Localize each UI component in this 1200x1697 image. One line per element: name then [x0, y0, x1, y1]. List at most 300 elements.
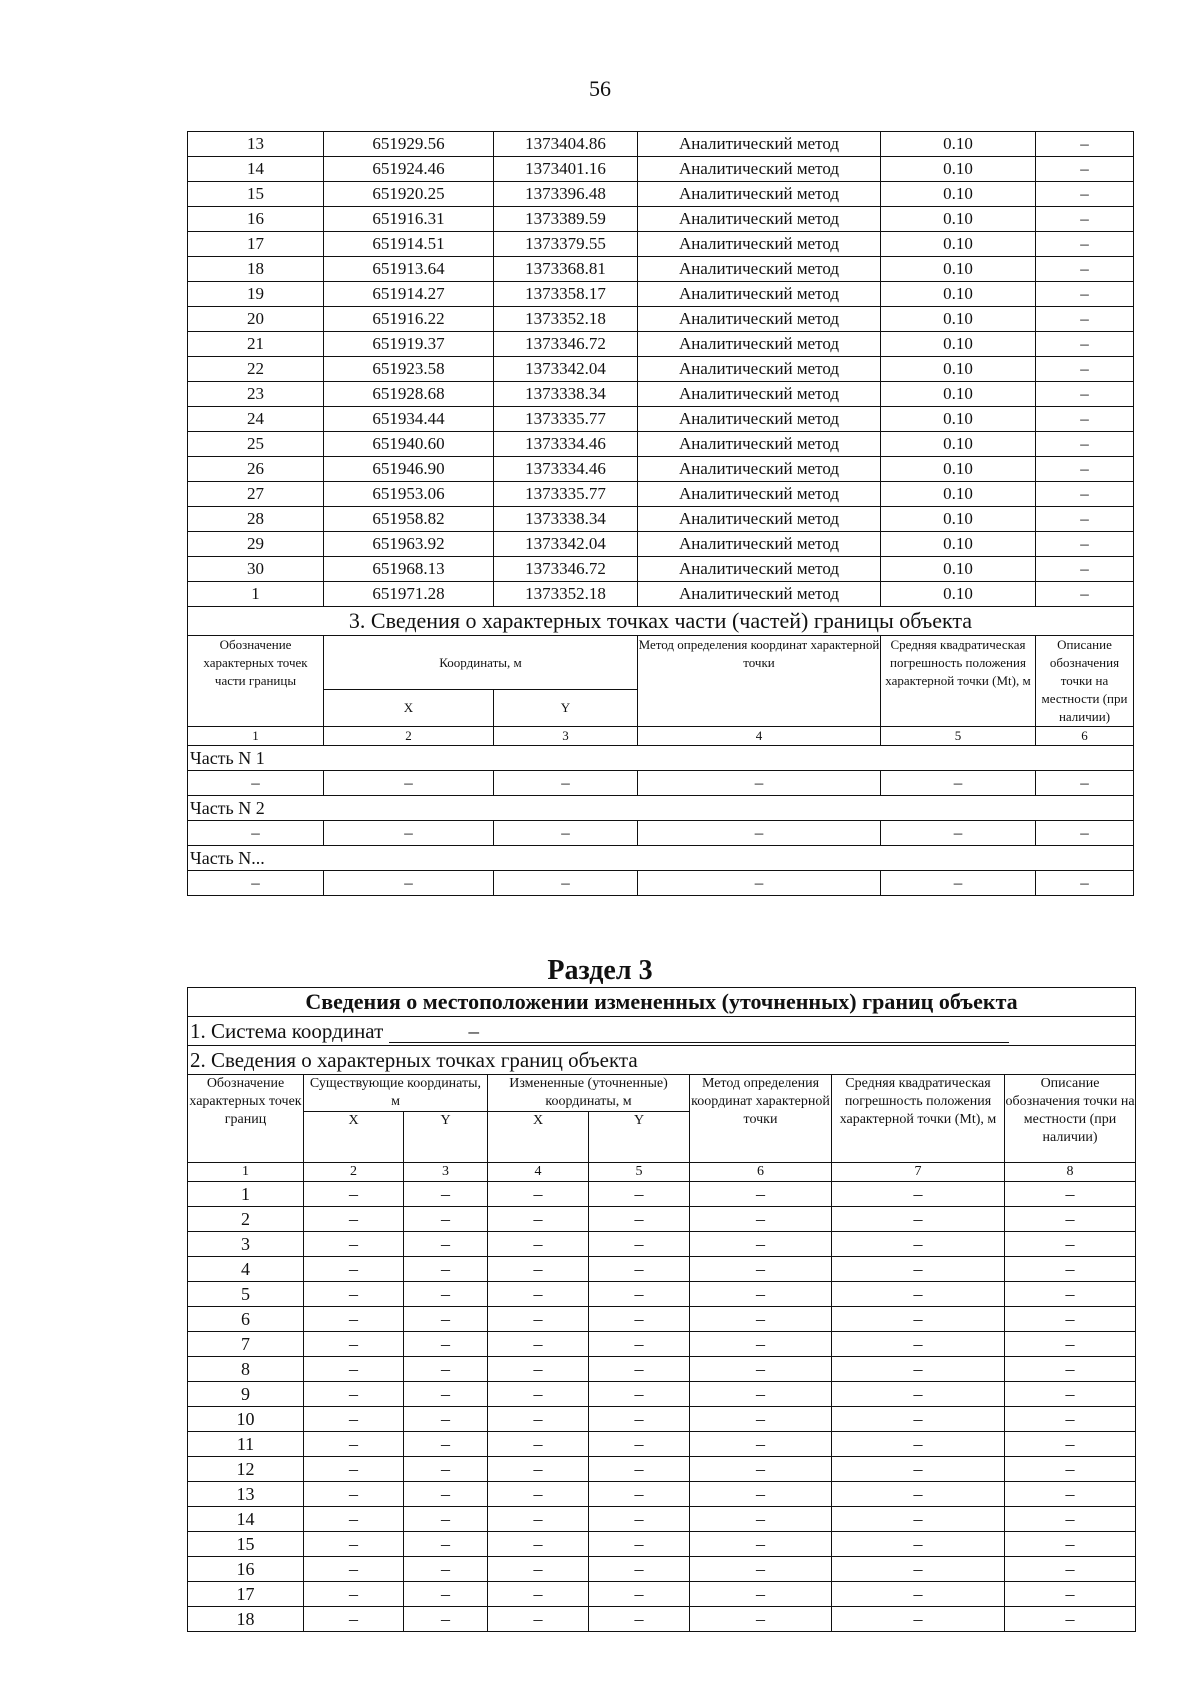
description: –: [1036, 557, 1134, 582]
part-cell: –: [324, 771, 494, 796]
point-row: [188, 507, 1134, 532]
coord-system-label: 1. Система координат: [190, 1018, 384, 1043]
point-cell: –: [832, 1207, 1005, 1232]
point-cell: –: [1005, 1282, 1136, 1307]
point-row: [188, 1357, 1136, 1382]
point-cell: –: [1005, 1482, 1136, 1507]
coord-x: 651919.37: [324, 332, 494, 357]
point-number: 12: [188, 1457, 304, 1482]
header-point: Обозначение характерных точек части границы: [188, 636, 324, 727]
column-number: 1: [188, 1163, 304, 1182]
mt-value: 0.10: [881, 482, 1036, 507]
coord-y: 1373368.81: [494, 257, 638, 282]
point-cell: –: [690, 1332, 832, 1357]
point-cell: –: [690, 1607, 832, 1632]
coord-y: 1373334.46: [494, 432, 638, 457]
point-number: 19: [188, 282, 324, 307]
point-number: 25: [188, 432, 324, 457]
point-row: [188, 1432, 1136, 1457]
point-number: 14: [188, 1507, 304, 1532]
point-row: [188, 382, 1134, 407]
part-header-row: [188, 636, 1134, 690]
coord-system-row: [188, 1017, 1136, 1046]
point-cell: –: [304, 1207, 404, 1232]
point-row: [188, 182, 1134, 207]
part-label: Часть N...: [188, 846, 1134, 871]
point-cell: –: [589, 1332, 690, 1357]
point-cell: –: [1005, 1307, 1136, 1332]
column-number: 2: [324, 727, 494, 746]
part-cell: –: [638, 871, 881, 896]
coord-y: 1373342.04: [494, 532, 638, 557]
point-number: 1: [188, 582, 324, 607]
method: Аналитический метод: [638, 432, 881, 457]
point-cell: –: [832, 1507, 1005, 1532]
point-cell: –: [832, 1307, 1005, 1332]
point-cell: –: [1005, 1232, 1136, 1257]
point-cell: –: [404, 1207, 488, 1232]
point-cell: –: [589, 1307, 690, 1332]
header-x: X: [324, 690, 494, 727]
header-x: X: [304, 1112, 404, 1163]
coord-y: 1373352.18: [494, 582, 638, 607]
header-x: X: [488, 1112, 589, 1163]
point-cell: –: [404, 1607, 488, 1632]
header-y: Y: [494, 690, 638, 727]
point-cell: –: [690, 1532, 832, 1557]
point-row: [188, 1207, 1136, 1232]
description: –: [1036, 232, 1134, 257]
point-cell: –: [488, 1432, 589, 1457]
description: –: [1036, 482, 1134, 507]
coord-x: 651924.46: [324, 157, 494, 182]
point-cell: –: [1005, 1332, 1136, 1357]
point-cell: –: [488, 1382, 589, 1407]
column-number: 6: [1036, 727, 1134, 746]
point-cell: –: [488, 1182, 589, 1207]
point-row: [188, 1582, 1136, 1607]
column-number: 4: [488, 1163, 589, 1182]
point-cell: –: [404, 1457, 488, 1482]
point-cell: –: [488, 1582, 589, 1607]
description: –: [1036, 532, 1134, 557]
point-number: 17: [188, 1582, 304, 1607]
point-cell: –: [404, 1482, 488, 1507]
point-row: [188, 157, 1134, 182]
method: Аналитический метод: [638, 307, 881, 332]
method: Аналитический метод: [638, 557, 881, 582]
method: Аналитический метод: [638, 582, 881, 607]
part-label-row: [188, 846, 1134, 871]
points-title-row: [188, 1046, 1136, 1075]
mt-value: 0.10: [881, 582, 1036, 607]
point-cell: –: [589, 1482, 690, 1507]
point-cell: –: [832, 1582, 1005, 1607]
point-cell: –: [304, 1232, 404, 1257]
description: –: [1036, 207, 1134, 232]
method: Аналитический метод: [638, 207, 881, 232]
part-cell: –: [1036, 871, 1134, 896]
coord-x: 651920.25: [324, 182, 494, 207]
coord-y: 1373338.34: [494, 507, 638, 532]
coord-x: 651913.64: [324, 257, 494, 282]
mt-value: 0.10: [881, 257, 1036, 282]
part-cell: –: [188, 821, 324, 846]
point-number: 9: [188, 1382, 304, 1407]
point-number: 23: [188, 382, 324, 407]
point-cell: –: [690, 1207, 832, 1232]
description: –: [1036, 157, 1134, 182]
description: –: [1036, 257, 1134, 282]
point-cell: –: [589, 1532, 690, 1557]
point-number: 6: [188, 1307, 304, 1332]
mt-value: 0.10: [881, 507, 1036, 532]
point-cell: –: [589, 1182, 690, 1207]
point-cell: –: [832, 1257, 1005, 1282]
point-cell: –: [304, 1607, 404, 1632]
point-cell: –: [832, 1382, 1005, 1407]
mt-value: 0.10: [881, 357, 1036, 382]
point-cell: –: [832, 1232, 1005, 1257]
point-cell: –: [404, 1182, 488, 1207]
column-number: 2: [304, 1163, 404, 1182]
mt-value: 0.10: [881, 157, 1036, 182]
mt-value: 0.10: [881, 557, 1036, 582]
header-description: Описание обозначения точки на местности (при наличии): [1036, 636, 1134, 727]
mt-value: 0.10: [881, 232, 1036, 257]
header-changed: Измененные (уточненные) координаты, м: [488, 1075, 690, 1112]
point-number: 21: [188, 332, 324, 357]
point-cell: –: [832, 1407, 1005, 1432]
point-cell: –: [404, 1257, 488, 1282]
coord-x: 651958.82: [324, 507, 494, 532]
point-cell: –: [304, 1482, 404, 1507]
part-section-title-row: [188, 607, 1134, 636]
point-cell: –: [589, 1607, 690, 1632]
point-row: [188, 1382, 1136, 1407]
point-cell: –: [488, 1357, 589, 1382]
description: –: [1036, 457, 1134, 482]
point-row: [188, 1407, 1136, 1432]
point-number: 4: [188, 1257, 304, 1282]
point-cell: –: [488, 1557, 589, 1582]
point-cell: –: [832, 1432, 1005, 1457]
mt-value: 0.10: [881, 432, 1036, 457]
description: –: [1036, 582, 1134, 607]
coord-y: 1373401.16: [494, 157, 638, 182]
point-cell: –: [404, 1382, 488, 1407]
column-number: 7: [832, 1163, 1005, 1182]
description: –: [1036, 182, 1134, 207]
point-cell: –: [589, 1207, 690, 1232]
point-number: 29: [188, 532, 324, 557]
part-label: Часть N 2: [188, 796, 1134, 821]
point-number: 14: [188, 157, 324, 182]
point-number: 11: [188, 1432, 304, 1457]
point-cell: –: [404, 1407, 488, 1432]
point-cell: –: [589, 1232, 690, 1257]
point-row: [188, 532, 1134, 557]
point-number: 2: [188, 1207, 304, 1232]
point-cell: –: [488, 1532, 589, 1557]
point-cell: –: [1005, 1557, 1136, 1582]
coord-y: 1373379.55: [494, 232, 638, 257]
column-number: 5: [881, 727, 1036, 746]
point-cell: –: [404, 1282, 488, 1307]
mt-value: 0.10: [881, 382, 1036, 407]
point-cell: –: [1005, 1607, 1136, 1632]
point-number: 30: [188, 557, 324, 582]
point-cell: –: [488, 1457, 589, 1482]
point-row: [188, 432, 1134, 457]
coord-system-value: –: [389, 1020, 1009, 1043]
mt-value: 0.10: [881, 457, 1036, 482]
point-number: 16: [188, 207, 324, 232]
description: –: [1036, 432, 1134, 457]
method: Аналитический метод: [638, 507, 881, 532]
coord-y: 1373338.34: [494, 382, 638, 407]
header-mt: Средняя квадратическая погрешность положения характерной точки (Mt), м: [881, 636, 1036, 727]
point-cell: –: [690, 1557, 832, 1582]
description: –: [1036, 282, 1134, 307]
point-number: 7: [188, 1332, 304, 1357]
point-cell: –: [1005, 1457, 1136, 1482]
point-cell: –: [304, 1457, 404, 1482]
method: Аналитический метод: [638, 407, 881, 432]
point-row: [188, 282, 1134, 307]
coord-y: 1373334.46: [494, 457, 638, 482]
point-cell: –: [488, 1307, 589, 1332]
description: –: [1036, 307, 1134, 332]
point-number: 8: [188, 1357, 304, 1382]
point-cell: –: [304, 1507, 404, 1532]
coord-x: 651968.13: [324, 557, 494, 582]
point-cell: –: [589, 1457, 690, 1482]
point-cell: –: [304, 1332, 404, 1357]
boundary-points-table: [187, 131, 1134, 896]
coord-x: 651934.44: [324, 407, 494, 432]
point-cell: –: [589, 1557, 690, 1582]
point-cell: –: [832, 1532, 1005, 1557]
point-row: [188, 1557, 1136, 1582]
part-label-row: [188, 796, 1134, 821]
point-cell: –: [832, 1557, 1005, 1582]
coord-x: 651963.92: [324, 532, 494, 557]
point-row: [188, 407, 1134, 432]
point-cell: –: [1005, 1532, 1136, 1557]
column-number: 1: [188, 727, 324, 746]
point-cell: –: [589, 1357, 690, 1382]
point-row: [188, 1457, 1136, 1482]
points-title: 2. Сведения о характерных точках границ объекта: [188, 1046, 1136, 1075]
point-row: [188, 557, 1134, 582]
method: Аналитический метод: [638, 457, 881, 482]
part-cell: –: [1036, 821, 1134, 846]
coord-x: 651971.28: [324, 582, 494, 607]
method: Аналитический метод: [638, 357, 881, 382]
point-row: [188, 1482, 1136, 1507]
column-number: 3: [404, 1163, 488, 1182]
coord-y: 1373352.18: [494, 307, 638, 332]
part-cell: –: [1036, 771, 1134, 796]
point-cell: –: [404, 1357, 488, 1382]
coord-x: 651928.68: [324, 382, 494, 407]
point-cell: –: [404, 1332, 488, 1357]
point-row: [188, 1532, 1136, 1557]
point-cell: –: [1005, 1382, 1136, 1407]
point-number: 20: [188, 307, 324, 332]
point-cell: –: [690, 1382, 832, 1407]
coord-x: 651929.56: [324, 132, 494, 157]
point-number: 13: [188, 132, 324, 157]
coord-x: 651953.06: [324, 482, 494, 507]
coord-y: 1373358.17: [494, 282, 638, 307]
point-cell: –: [589, 1282, 690, 1307]
part-data-row: [188, 821, 1134, 846]
point-cell: –: [304, 1407, 404, 1432]
part-section-title: 3. Сведения о характерных точках части (частей) границы объекта: [188, 607, 1134, 636]
point-cell: –: [690, 1482, 832, 1507]
part-cell: –: [324, 821, 494, 846]
point-cell: –: [304, 1582, 404, 1607]
point-cell: –: [832, 1457, 1005, 1482]
method: Аналитический метод: [638, 232, 881, 257]
point-row: [188, 207, 1134, 232]
mt-value: 0.10: [881, 532, 1036, 557]
point-row: [188, 482, 1134, 507]
point-cell: –: [304, 1182, 404, 1207]
point-cell: –: [690, 1432, 832, 1457]
table-title: Сведения о местоположении измененных (уточненных) границ объекта: [188, 988, 1136, 1017]
part-cell: –: [881, 871, 1036, 896]
point-number: 28: [188, 507, 324, 532]
description: –: [1036, 382, 1134, 407]
point-row: [188, 582, 1134, 607]
part-cell: –: [494, 871, 638, 896]
point-cell: –: [1005, 1407, 1136, 1432]
part-label-row: [188, 746, 1134, 771]
mt-value: 0.10: [881, 407, 1036, 432]
part-label: Часть N 1: [188, 746, 1134, 771]
coord-x: 651914.51: [324, 232, 494, 257]
point-cell: –: [488, 1207, 589, 1232]
column-number: 4: [638, 727, 881, 746]
method: Аналитический метод: [638, 532, 881, 557]
point-number: 5: [188, 1282, 304, 1307]
point-row: [188, 1507, 1136, 1532]
changed-boundaries-table: [187, 987, 1136, 1632]
coord-x: 651916.22: [324, 307, 494, 332]
coord-x: 651946.90: [324, 457, 494, 482]
point-cell: –: [832, 1607, 1005, 1632]
coord-y: 1373396.48: [494, 182, 638, 207]
point-row: [188, 132, 1134, 157]
point-number: 22: [188, 357, 324, 382]
point-number: 15: [188, 182, 324, 207]
table-title-row: [188, 988, 1136, 1017]
point-cell: –: [304, 1307, 404, 1332]
method: Аналитический метод: [638, 482, 881, 507]
header-mt: Средняя квадратическая погрешность положения характерной точки (Mt), м: [832, 1075, 1005, 1163]
part-cell: –: [494, 821, 638, 846]
header-y: Y: [404, 1112, 488, 1163]
point-number: 24: [188, 407, 324, 432]
part-cell: –: [881, 821, 1036, 846]
coord-x: 651914.27: [324, 282, 494, 307]
point-number: 15: [188, 1532, 304, 1557]
mt-value: 0.10: [881, 182, 1036, 207]
point-cell: –: [304, 1357, 404, 1382]
point-row: [188, 307, 1134, 332]
point-cell: –: [404, 1557, 488, 1582]
column-number: 8: [1005, 1163, 1136, 1182]
header-coords: Координаты, м: [324, 636, 638, 690]
header-method: Метод определения координат характерной точки: [638, 636, 881, 727]
point-cell: –: [404, 1507, 488, 1532]
header-description: Описание обозначения точки на местности (при наличии): [1005, 1075, 1136, 1163]
coord-x: 651923.58: [324, 357, 494, 382]
point-cell: –: [404, 1307, 488, 1332]
point-cell: –: [832, 1332, 1005, 1357]
point-number: 10: [188, 1407, 304, 1432]
description: –: [1036, 132, 1134, 157]
header-point: Обозначение характерных точек границ: [188, 1075, 304, 1163]
point-cell: –: [589, 1382, 690, 1407]
point-cell: –: [690, 1357, 832, 1382]
method: Аналитический метод: [638, 282, 881, 307]
header-existing: Существующие координаты, м: [304, 1075, 488, 1112]
point-cell: –: [304, 1432, 404, 1457]
point-row: [188, 357, 1134, 382]
column-number: 3: [494, 727, 638, 746]
point-number: 1: [188, 1182, 304, 1207]
column-number-row: [188, 727, 1134, 746]
coord-y: 1373335.77: [494, 482, 638, 507]
point-cell: –: [1005, 1357, 1136, 1382]
point-cell: –: [404, 1532, 488, 1557]
method: Аналитический метод: [638, 182, 881, 207]
point-cell: –: [690, 1182, 832, 1207]
method: Аналитический метод: [638, 332, 881, 357]
coord-x: 651940.60: [324, 432, 494, 457]
point-cell: –: [1005, 1432, 1136, 1457]
point-cell: –: [488, 1332, 589, 1357]
point-cell: –: [488, 1482, 589, 1507]
point-row: [188, 257, 1134, 282]
point-cell: –: [1005, 1582, 1136, 1607]
point-cell: –: [404, 1232, 488, 1257]
description: –: [1036, 407, 1134, 432]
column-number: 5: [589, 1163, 690, 1182]
point-cell: –: [404, 1582, 488, 1607]
point-number: 27: [188, 482, 324, 507]
point-number: 16: [188, 1557, 304, 1582]
part-cell: –: [638, 821, 881, 846]
coord-y: 1373335.77: [494, 407, 638, 432]
coord-system-row-cell: [188, 1017, 1136, 1046]
point-cell: –: [589, 1407, 690, 1432]
coord-y: 1373389.59: [494, 207, 638, 232]
point-row: [188, 1607, 1136, 1632]
point-cell: –: [589, 1582, 690, 1607]
coord-y: 1373346.72: [494, 332, 638, 357]
method: Аналитический метод: [638, 382, 881, 407]
point-cell: –: [690, 1582, 832, 1607]
point-cell: –: [832, 1357, 1005, 1382]
point-cell: –: [488, 1282, 589, 1307]
point-cell: –: [304, 1382, 404, 1407]
point-row: [188, 332, 1134, 357]
